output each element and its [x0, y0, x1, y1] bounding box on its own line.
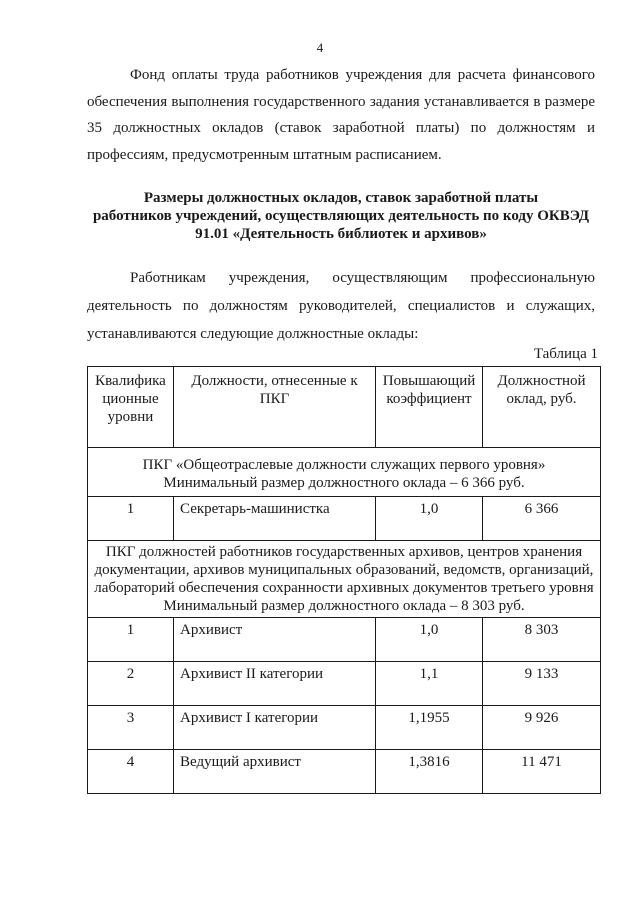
- cell-position: Архивист: [174, 618, 376, 662]
- cell-level: 1: [88, 497, 174, 541]
- cell-level: 3: [88, 706, 174, 750]
- cell-level: 2: [88, 662, 174, 706]
- cell-level: 4: [88, 750, 174, 794]
- table-row: [88, 750, 601, 794]
- group-header-line: Минимальный размер должностного оклада – 6 366 руб.: [163, 475, 525, 491]
- body-paragraph: Работникам учреждения, осуществляющим профессиональную деятельность по должностям руководителей, специалистов и служащих, устанавливаются следующие должностные оклады:: [87, 270, 595, 342]
- cell-position: Архивист II категории: [174, 662, 376, 706]
- group-header-line: документации, архивов муниципальных образований, ведомств, организаций,: [94, 562, 594, 578]
- section-heading-line-2: работников учреждений, осуществляющих деятельность по коду ОКВЭД: [92, 208, 590, 224]
- header-salary: Должностной оклад, руб.: [483, 367, 601, 448]
- cell-salary: 9 926: [483, 706, 601, 750]
- table-row: [88, 497, 601, 541]
- section-heading: [87, 189, 595, 243]
- header-position: Должности, отнесенные к ПКГ: [174, 367, 376, 448]
- table-caption: Таблица 1: [533, 346, 598, 362]
- cell-coefficient: 1,1: [376, 662, 483, 706]
- table-header-row: [88, 367, 601, 448]
- group-header-row: [88, 448, 601, 497]
- cell-salary: 11 471: [483, 750, 601, 794]
- page-number: 4: [316, 40, 324, 55]
- cell-salary: 9 133: [483, 662, 601, 706]
- cell-position: Ведущий архивист: [174, 750, 376, 794]
- cell-level: 1: [88, 618, 174, 662]
- cell-coefficient: 1,3816: [376, 750, 483, 794]
- cell-salary: 8 303: [483, 618, 601, 662]
- cell-salary: 6 366: [483, 497, 601, 541]
- group-header-line: ПКГ «Общеотраслевые должности служащих первого уровня»: [142, 457, 546, 473]
- salary-table: [87, 366, 601, 794]
- table-row: [88, 662, 601, 706]
- cell-coefficient: 1,0: [376, 497, 483, 541]
- group-header-line: ПКГ должностей работников государственных архивов, центров хранения: [105, 544, 583, 560]
- group-header-cell: [88, 541, 601, 618]
- cell-coefficient: 1,1955: [376, 706, 483, 750]
- group-header-line: лабораторий обеспечения сохранности архивных документов третьего уровня: [94, 580, 594, 596]
- group-header-line: Минимальный размер должностного оклада – 8 303 руб.: [163, 598, 525, 614]
- table-row: [88, 618, 601, 662]
- table-row: [88, 706, 601, 750]
- header-qualification-level: Квалифика ционные уровни: [88, 367, 174, 448]
- cell-coefficient: 1,0: [376, 618, 483, 662]
- intro-paragraph: Фонд оплаты труда работников учреждения для расчета финансового обеспечения выполнения государственного задания устанавливается в размере 35 должностных окладов (ставок заработной платы) по должностям и профессиям, предусмотренным штатным расписанием.: [87, 67, 595, 163]
- section-heading-line-3: 91.01 «Деятельность библиотек и архивов»: [195, 226, 487, 242]
- section-heading-line-1: Размеры должностных окладов, ставок заработной платы: [143, 190, 539, 206]
- header-coefficient: Повышающий коэффициент: [376, 367, 483, 448]
- cell-position: Секретарь-машинистка: [174, 497, 376, 541]
- group-header-row: [88, 541, 601, 618]
- cell-position: Архивист I категории: [174, 706, 376, 750]
- group-header-cell: [88, 448, 601, 497]
